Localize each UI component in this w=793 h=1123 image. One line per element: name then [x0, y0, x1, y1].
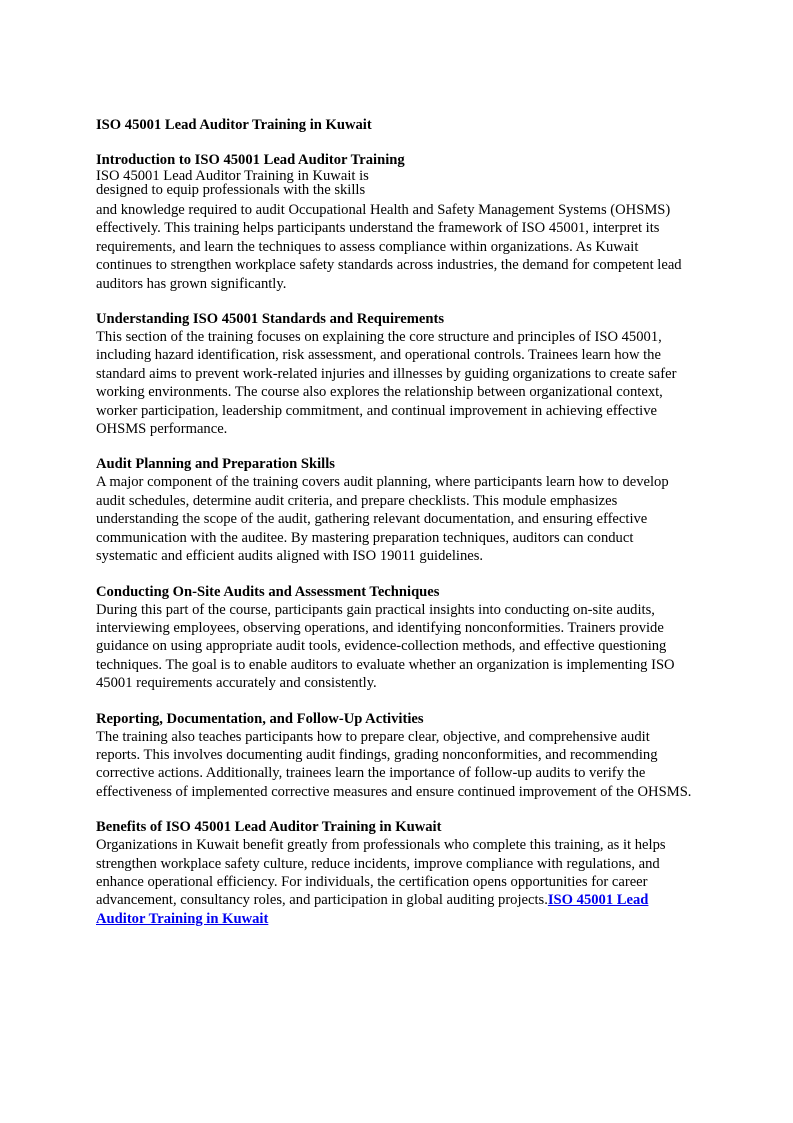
section-onsite-audits — [96, 584, 696, 693]
document-title: ISO 45001 Lead Auditor Training in Kuwait — [96, 117, 372, 133]
section-body: Organizations in Kuwait benefit greatly from professionals who complete this training, as it helps strengthen workplace safety culture, reduce incidents, improve compliance with regulations, and enhance operational efficiency. For individuals, the certification opens opportunities for career advancement, consultancy roles, and participation in global auditing projects. — [96, 837, 666, 909]
section-heading: Introduction to ISO 45001 Lead Auditor Training — [96, 152, 405, 168]
section-standards — [96, 311, 696, 438]
section-introduction — [96, 152, 696, 293]
section-body: The training also teaches participants how to prepare clear, objective, and comprehensive audit reports. This involves documenting audit findings, grading nonconformities, and recommending corrective actions. Additionally, trainees learn the importance of follow-up audits to verify the effectiveness of implemented corrective measures and ensure continued improvement of the OHSMS. — [96, 728, 692, 800]
section-audit-planning — [96, 456, 696, 565]
section-body-paragraph — [96, 836, 696, 928]
training-link[interactable]: ISO 45001 Lead Auditor Training in Kuwait — [96, 892, 649, 927]
section-body: This section of the training focuses on explaining the core structure and principles of ISO 45001, including hazard identification, risk assessment, and operational controls. Trainees learn how the standard aims to prevent work-related injuries and illnesses by guiding organizations to create safer working environments. The course also explores the relationship between organizational context, worker participation, leadership commitment, and continual improvement in achieving effective OHSMS performance. — [96, 329, 677, 438]
section-heading: Benefits of ISO 45001 Lead Auditor Training in Kuwait — [96, 819, 442, 836]
document-page — [96, 116, 696, 946]
intro-line-2: designed to equip professionals with the skills — [96, 182, 366, 198]
section-heading: Conducting On-Site Audits and Assessment Techniques — [96, 583, 440, 600]
section-body: During this part of the course, participants gain practical insights into conducting on-site audits, interviewing employees, observing operations, and identifying nonconformities. Trainers provide guidance on using appropriate audit tools, evidence-collection methods, and effective questioning techniques. The goal is to enable auditors to evaluate whether an organization is implementing ISO 45001 requirements accurately and consistently. — [96, 601, 675, 692]
section-body: and knowledge required to audit Occupational Health and Safety Management Systems (OHSMS) effectively. This training helps participants understand the framework of ISO 45001, interpret its requirements, and learn the techniques to assess compliance within organizations. As Kuwait continues to strengthen workplace safety standards across industries, the demand for competent lead auditors has grown significantly. — [96, 202, 682, 292]
section-reporting — [96, 711, 696, 802]
section-heading: Understanding ISO 45001 Standards and Requirements — [96, 311, 445, 328]
section-body: A major component of the training covers audit planning, where participants learn how to develop audit schedules, determine audit criteria, and prepare checklists. This module emphasizes understanding the scope of the audit, gathering relevant documentation, and ensuring effective communication with the auditee. By mastering preparation techniques, auditors can conduct systematic and efficient audits aligned with ISO 19011 guidelines. — [96, 474, 669, 565]
intro-line-1: ISO 45001 Lead Auditor Training in Kuwait is — [96, 168, 369, 184]
section-benefits — [96, 819, 696, 928]
section-heading: Audit Planning and Preparation Skills — [96, 456, 335, 473]
section-heading: Reporting, Documentation, and Follow-Up Activities — [96, 710, 424, 727]
